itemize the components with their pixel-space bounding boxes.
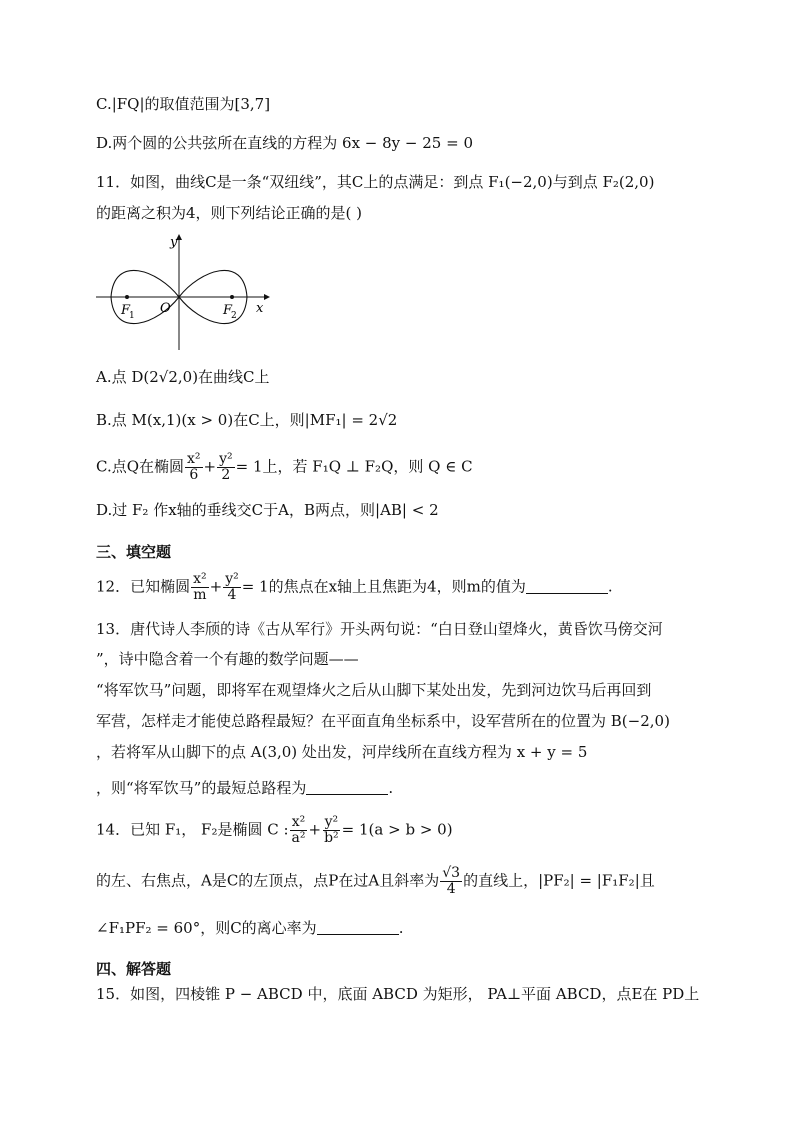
focus-f2-point [230,295,234,299]
fraction-sqrt3-4: $\frac{√3}{4}$ [442,865,461,897]
q12-answer-blank[interactable] [526,577,608,594]
q13-answer-blank[interactable] [306,778,388,795]
question-13-line1: 13．唐代诗人李颀的诗《古从军行》开头两句说：“白日登山望烽火，黄昏饮马傍交河 [96,620,663,638]
section-3-heading: 三、填空题 [96,543,172,561]
focus-f1-point [125,295,129,299]
label-x: x [256,301,264,316]
option-d-line: D.两个圆的公共弦所在直线的方程为 6x − 8y − 25 = 0 [96,134,473,152]
question-13-line5: ，若将军从山脚下的点 A(3,0) 处出发，河岸线所在直线方程为 x + y = 5 [96,743,588,761]
label-f1-sub: 1 [129,311,135,321]
label-origin: O [160,301,171,316]
question-13-line2: ”，诗中隐含着一个有趣的数学问题—— [96,650,359,668]
question-12-line: 12．已知椭圆 $\frac{\text{x²}}{m}$ + $\frac{\text{y²}}{4}$ = 1的焦点在x轴上且焦距为4，则m的值为 . [96,571,613,603]
question-13-line3: “将军饮马”问题，即将军在观望烽火之后从山脚下某处出发，先到河边饮马后再回到 [96,681,652,699]
label-f1: F [121,303,131,318]
q12-prefix: 12．已知椭圆 [96,577,191,596]
option-d2-line: D.过 F₂ 作x轴的垂线交C于A，B两点，则|AB| < 2 [96,501,439,519]
question-13-line4: 军营，怎样走才能使总路程最短？在平面直角坐标系中，设军营所在的位置为 B(−2,0) [96,712,670,730]
option-c-prefix: C.点Q在椭圆 [96,457,185,476]
question-15-line: 15．如图，四棱锥 P − ABCD 中，底面 ABCD 为矩形， PA⊥平面 ABCD，点E在 PD上 [96,985,700,1003]
q12-suffix: = 1的焦点在x轴上且焦距为4，则m的值为 [241,577,526,596]
option-b-line: B.点 M(x,1)(x > 0)在C上，则|MF₁| = 2√2 [96,411,398,429]
label-f2: F [223,303,233,318]
label-f2-sub: 2 [231,311,237,321]
question-11-line1: 11．如图，曲线C是一条“双纽线”，其C上的点满足：到点 F₁(−2,0)与到点 F₂(2,0) [96,173,655,191]
q14-answer-blank[interactable] [317,918,399,935]
fraction-y2-2: $\frac{\text{y²}}{2}$ [219,451,233,483]
label-y: y [170,235,178,250]
question-11-line2: 的距离之积为4，则下列结论正确的是( ) [96,204,363,222]
question-14-line1: 14．已知 F₁， F₂是椭圆 C : $\frac{\text{x²}}{\text{a²}}$ + $\frac{\text{y²}}{\text{b²}}$ = 1(a > b > 0) [96,814,453,846]
question-13-line6: ，则“将军饮马”的最短总路程为 . [96,779,394,797]
option-c-suffix: = 1上，若 F₁Q ⊥ F₂Q，则 Q ∈ C [235,457,473,476]
lemniscate-figure [96,232,276,354]
fraction-x2-6: $\frac{\text{x²}}{6}$ [187,451,201,483]
option-c2-line: C.点Q在椭圆 $\frac{\text{x²}}{6}$ + $\frac{\text{y²}}{2}$ = 1上，若 F₁Q ⊥ F₂Q，则 Q ∈ C [96,451,473,483]
fraction-y2-b2: $\frac{\text{y²}}{\text{b²}}$ [324,814,339,846]
fraction-x2-m: $\frac{\text{x²}}{m}$ [193,571,207,603]
question-14-line2: 的左、右焦点，A是C的左顶点，点P在过A且斜率为 $\frac{√3}{4}$ 的直线上，|PF₂| = |F₁F₂|且 [96,865,655,897]
option-c-line: C.|FQ|的取值范围为[3,7] [96,95,271,113]
section-4-heading: 四、解答题 [96,960,172,978]
option-a-line: A.点 D(2√2,0)在曲线C上 [96,368,270,386]
x-axis-arrow [264,294,270,300]
fraction-x2-a2: $\frac{\text{x²}}{\text{a²}}$ [291,814,306,846]
fraction-y2-4: $\frac{\text{y²}}{4}$ [225,571,239,603]
question-14-line3: ∠F₁PF₂ = 60°，则C的离心率为 . [96,919,404,937]
